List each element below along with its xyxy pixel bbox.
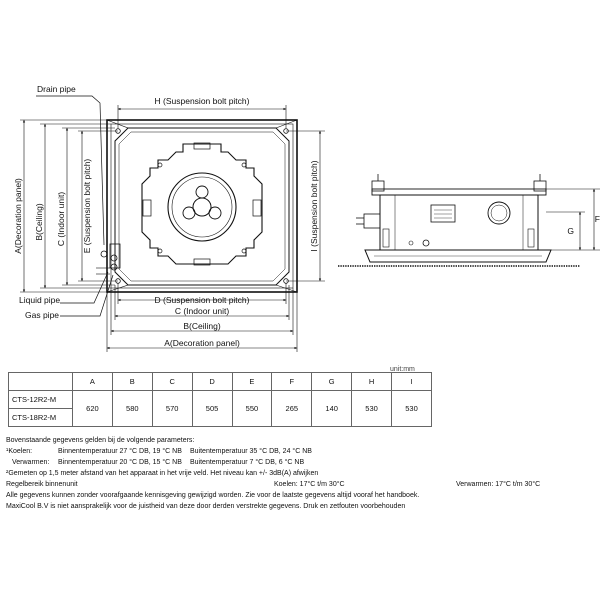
gas-pipe-label: Gas pipe: [25, 310, 60, 320]
model-name: CTS-12R2-M: [9, 391, 73, 409]
model-name: CTS-18R2-M: [9, 409, 73, 427]
note-koelen-outdoor: Buitentemperatuur 35 °C DB, 24 °C NB: [190, 448, 312, 455]
fan-hole: [196, 186, 208, 198]
table-header: G: [312, 373, 352, 391]
note-operating-range: Regelbereik binnenunit: [6, 481, 78, 488]
drain-pipe-leader: [36, 96, 104, 245]
table-header: D: [192, 373, 232, 391]
dim-g-label: G: [567, 226, 574, 236]
note-verwarmen-label: Verwarmen:: [12, 459, 50, 466]
table-header: E: [232, 373, 272, 391]
hanger-bracket: [534, 181, 546, 191]
table-header: F: [272, 373, 312, 391]
hanger-bracket: [372, 181, 384, 191]
top-view: [36, 96, 297, 316]
table-cell: 530: [392, 391, 432, 427]
table-header: B: [112, 373, 152, 391]
dim-a-label: A(Decoration panel): [164, 338, 240, 348]
drain-pipe-label: Drain pipe: [37, 84, 76, 94]
table-header: H: [352, 373, 392, 391]
table-row: [9, 391, 432, 409]
note-changes: Alle gegevens kunnen zonder voorafgaande kennisgeving gewijzigd worden. Zie voor de laatste gegevens altijd vooraf het handboek.: [6, 492, 420, 499]
side-view: [338, 174, 600, 266]
dim-b-left-label: B(Ceiling): [34, 203, 44, 241]
note-liability: MaxiCool B.V is niet aansprakelijk voor de juistheid van deze door derden verstrekte gegevens. Druk en zetfouten voorbehouden: [6, 503, 406, 510]
table-cell: 550: [232, 391, 272, 427]
note-range-cooling: Koelen: 17°C t/m 30°C: [274, 481, 345, 488]
dim-a-left-label: A(Decoration panel): [13, 178, 23, 254]
fan-outer-ring: [168, 173, 236, 241]
side-body: [380, 195, 538, 250]
note-parameters: Bovenstaande gegevens gelden bij de volgende parameters:: [6, 437, 195, 444]
fan-hole: [183, 207, 195, 219]
side-drain-outlet: [488, 202, 510, 224]
table-cell: 580: [112, 391, 152, 427]
dim-c-left-label: C (Indoor unit): [56, 191, 66, 247]
note-verwarmen-indoor: Binnentemperatuur 20 °C DB, 15 °C NB: [58, 459, 182, 466]
ceiling-outline: [111, 124, 293, 288]
table-header: A: [73, 373, 113, 391]
table-header-row: [9, 373, 432, 391]
dimension-table: [8, 372, 432, 427]
dim-c-label: C (Indoor unit): [174, 306, 230, 316]
dim-e-left-label: E (Suspension bolt pitch): [82, 158, 92, 254]
indoor-unit-body: [115, 128, 289, 285]
decoration-panel-outline: [107, 120, 297, 292]
table-cell: 265: [272, 391, 312, 427]
dim-h-label: H (Suspension bolt pitch): [154, 96, 250, 106]
side-electrical-box: [431, 205, 455, 222]
table-cell: 530: [352, 391, 392, 427]
dim-b-label: B(Ceiling): [183, 321, 221, 331]
table-cell: 620: [73, 391, 113, 427]
dim-i-label: I (Suspension bolt pitch): [309, 160, 319, 252]
note-koelen-label: ¹Koelen:: [6, 448, 33, 455]
inner-frame: [142, 144, 262, 264]
drawing-labels: [13, 84, 600, 348]
note-measurement: ²Gemeten op 1,5 meter afstand van het apparaat in het vrije veld. Het niveau kan +/- 3dB(A) afwijken: [6, 470, 319, 477]
table-corner: [9, 373, 73, 391]
dim-f-label: F: [594, 214, 600, 224]
side-pipe-connection: [364, 214, 380, 228]
liquid-pipe-label: Liquid pipe: [19, 295, 61, 305]
unit-label: unit:mm: [390, 366, 415, 373]
table-header: I: [392, 373, 432, 391]
table-header: C: [152, 373, 192, 391]
table-cell: 570: [152, 391, 192, 427]
note-range-heating: Verwarmen: 17°C t/m 30°C: [456, 481, 541, 488]
table-cell: 505: [192, 391, 232, 427]
note-koelen-indoor: Binnentemperatuur 27 °C DB, 19 °C NB: [58, 448, 182, 455]
note-verwarmen-outdoor: Buitentemperatuur 7 °C DB, 6 °C NB: [190, 459, 305, 466]
spec-notes: [6, 436, 602, 513]
dim-d-label: D (Suspension bolt pitch): [154, 295, 250, 305]
table-cell: 140: [312, 391, 352, 427]
fan-hole: [209, 207, 221, 219]
